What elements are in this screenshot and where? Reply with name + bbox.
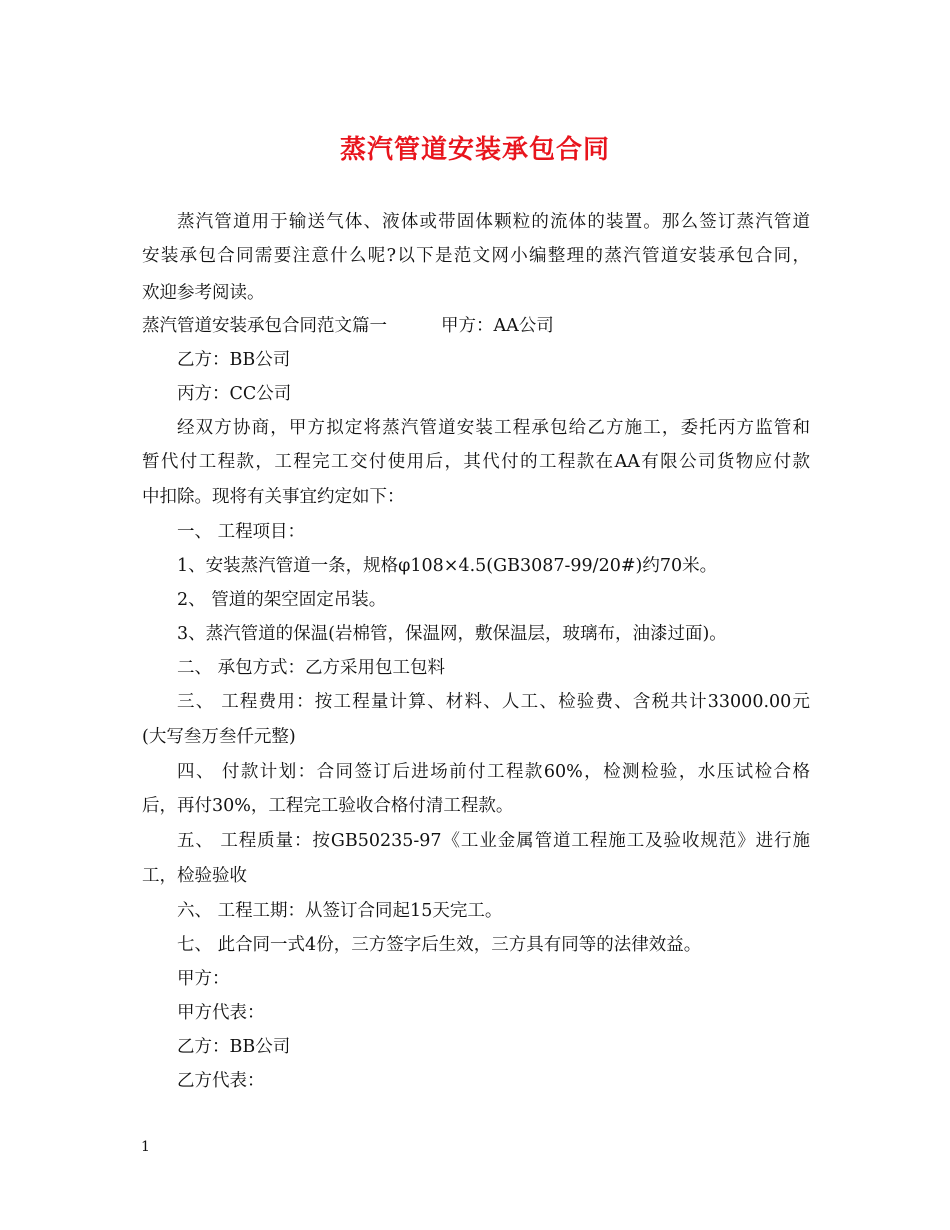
preamble-line-3: 中扣除。现将有关事宜约定如下：	[142, 487, 405, 507]
party-a: 甲方：AA公司	[441, 316, 554, 336]
party-b: 乙方：BB公司	[177, 350, 291, 370]
intro-line-2: 安装承包合同需要注意什么呢?以下是范文网小编整理的蒸汽管道安装承包合同，	[142, 246, 810, 266]
page-number: 1	[141, 1139, 150, 1155]
sign-party-b-rep: 乙方代表：	[177, 1071, 265, 1091]
section-6: 六、 工程工期：从签订合同起15天完工。	[177, 901, 503, 921]
section-1-item-3: 3、蒸汽管道的保温(岩棉管，保温网，敷保温层，玻璃布，油漆过面)。	[177, 624, 727, 644]
section-4-line-1: 四、 付款计划：合同签订后进场前付工程款60%，检测检验，水压试检合格	[177, 762, 810, 782]
section-4-line-2: 后，再付30%，工程完工验收合格付清工程款。	[142, 796, 514, 816]
sign-party-a: 甲方：	[177, 969, 230, 989]
document-title: 蒸汽管道安装承包合同	[339, 135, 610, 165]
section-5-line-2: 工，检验验收	[142, 866, 247, 886]
section-1-item-2: 2、 管道的架空固定吊装。	[177, 590, 387, 610]
section-2: 二、 承包方式：乙方采用包工包料	[177, 658, 446, 678]
intro-line-1: 蒸汽管道用于输送气体、液体或带固体颗粒的流体的装置。那么签订蒸汽管道	[177, 212, 810, 232]
section-7: 七、 此合同一式4份，三方签字后生效，三方具有同等的法律效益。	[177, 935, 702, 955]
preamble-line-1: 经双方协商，甲方拟定将蒸汽管道安装工程承包给乙方施工，委托丙方监管和	[177, 418, 810, 438]
section-3-line-2: (大写叁万叁仟元整)	[142, 727, 296, 747]
section-3-line-1: 三、 工程费用：按工程量计算、材料、人工、检验费、含税共计33000.00元	[177, 692, 810, 712]
sample-heading-row	[142, 309, 554, 343]
sample-heading: 蒸汽管道安装承包合同范文篇一	[142, 316, 387, 336]
intro-line-3: 欢迎参考阅读。	[142, 283, 265, 303]
section-5-line-1: 五、 工程质量：按GB50235-97《工业金属管道工程施工及验收规范》进行施	[177, 831, 810, 851]
party-c: 丙方：CC公司	[177, 384, 292, 404]
section-1-heading: 一、 工程项目：	[177, 522, 306, 542]
sign-party-b: 乙方：BB公司	[177, 1037, 291, 1057]
section-1-item-1: 1、安装蒸汽管道一条，规格φ108×4.5(GB3087-99/20#)约70米。	[177, 556, 718, 576]
sign-party-a-rep: 甲方代表：	[177, 1003, 265, 1023]
preamble-line-2: 暂代付工程款，工程完工交付使用后，其代付的工程款在AA有限公司货物应付款	[142, 452, 810, 472]
